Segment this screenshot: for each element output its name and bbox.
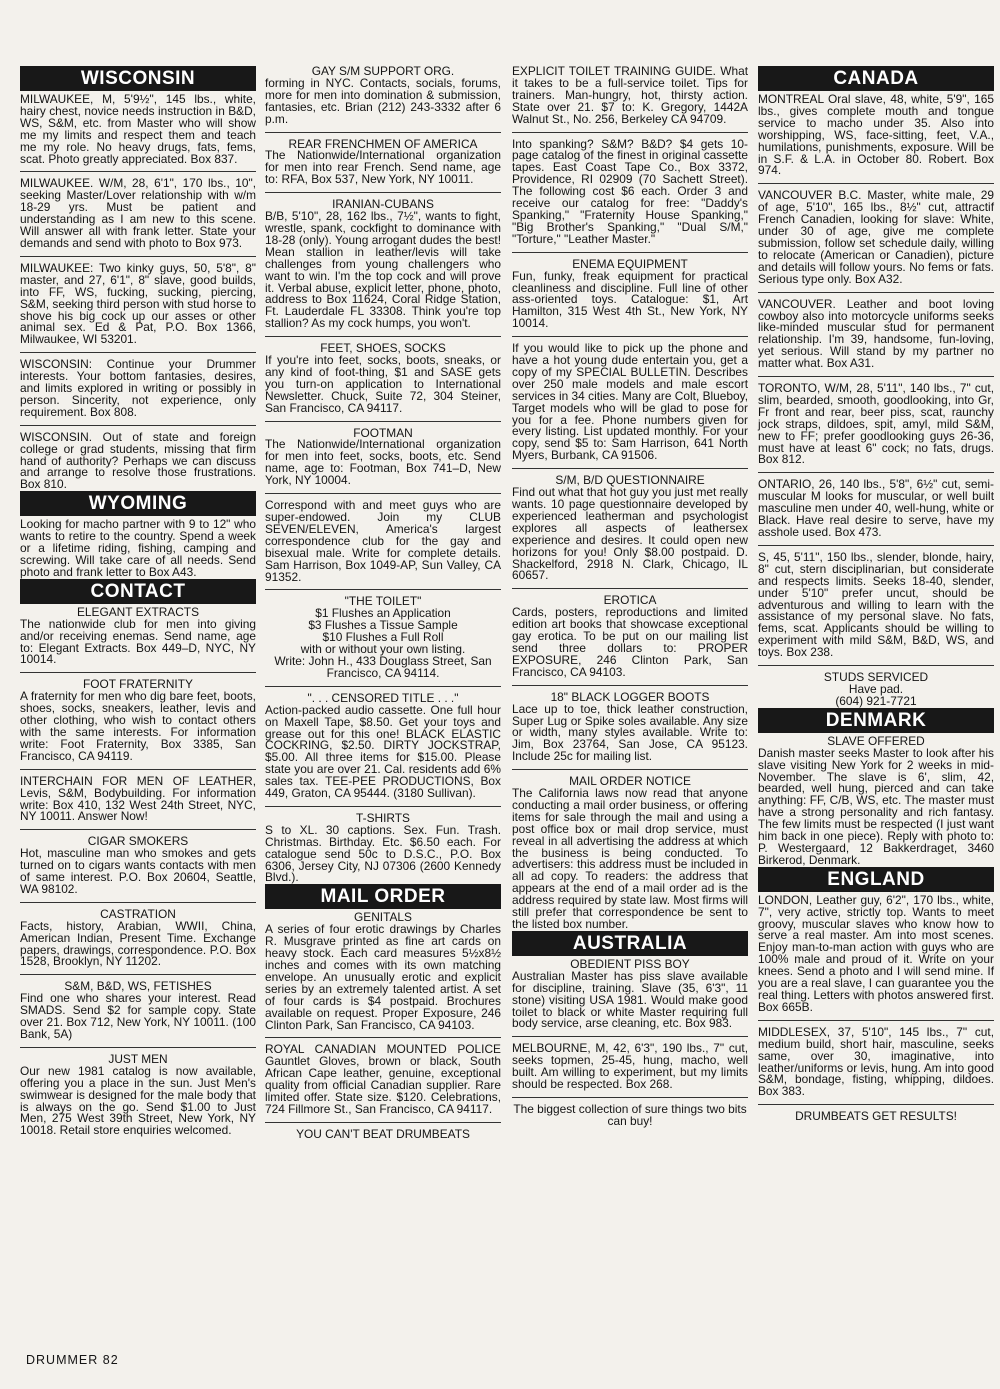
ad-divider <box>20 672 256 673</box>
ad-divider <box>758 1104 994 1105</box>
ad-title: ENEMA EQUIPMENT <box>572 256 688 271</box>
ad-divider <box>758 472 994 473</box>
ad-title: T-SHIRTS <box>356 810 410 825</box>
ad-body: MIDDLESEX, 37, 5'10", 145 lbs., 7" cut, medium build, short hair, masculine, seeks same, over 30, imaginative, into leather/uniforms or levis, hung. Am into good S&M, bondage, fisting, whipping, dildoes. Box 383. <box>758 1024 994 1099</box>
ad-body: MONTREAL Oral slave, 48, white, 5'9", 165 lbs., gives complete mouth and tongue service to macho under 35. Also into worshipping, WS, face-sitting, feet, V.A., humilations, punishments, exposure. Will be in S.F. & L.A. in October 80. Robert. Box 974. <box>758 92 994 178</box>
ad-divider <box>512 252 748 253</box>
ad-title: JUST MEN <box>108 1051 168 1066</box>
classified-ad <box>758 672 994 708</box>
ad-body: Looking for macho partner with 9 to 12" who wants to retire to the country. Spend a week or a lifetime riding, fishing, camping and screwing. Will take care of all needs. Send photo and frank letter to Box A43. <box>20 517 256 579</box>
ad-title: EROTICA <box>603 593 657 608</box>
ad-title: GAY S/M SUPPORT ORG. <box>311 64 455 78</box>
ad-body: Find one who shares your interest. Read SMADS. Send $2 for sample copy. State over 21. Box 712, New York, NY 10011. (100 Bank, 5A) <box>20 991 256 1041</box>
ad-body: S to XL. 30 captions. Sex. Fun. Trash. Christmas. Birthday. Etc. $6.50 each. For catalogue send 50c to D.S.C., P.O. Box 6306, Jersey City, NJ 07306 (2600 Kennedy Blvd.). <box>265 822 501 885</box>
classified-ad <box>20 359 256 419</box>
ad-divider <box>265 192 501 193</box>
ad-body: The California laws now read that anyone conducting a mail order business, or offering items for sale through the mail and using a post office box or mail drop service, must reveal in all advertising the address at which the business is being conducted. To advertisers: this address must be included in all ad copy. To readers: the address that appears at the end of a mail order ad is the address required by state law. Most firms will still prefer that correspondence be sent to the listed box number. <box>512 786 748 931</box>
ad-title: REAR FRENCHMEN OF AMERICA <box>288 136 478 151</box>
classified-ad <box>512 776 748 931</box>
column-2 <box>265 66 501 1141</box>
ad-body: A fraternity for men who dig bare feet, boots, shoes, socks, sneakers, leather, levis and other clothing, who wish to contact others with the same interests. For information write: Foot Fraternity, Box 3385, San Francisco, CA 94119. <box>20 689 256 763</box>
classified-ad <box>265 425 501 488</box>
classified-ad <box>512 595 748 678</box>
ad-divider <box>512 468 748 469</box>
classified-ad <box>265 500 501 583</box>
classified-ad <box>758 549 994 660</box>
ad-divider <box>512 336 748 337</box>
classified-ad <box>20 178 256 249</box>
classified-ad <box>265 199 501 330</box>
ad-body: Fun, funky, freak equipment for practical cleanliness and discipline. Full line of other ass-oriented toys. Catalogue: $1, Art Hamilton, 315 West 4th St., New York, NY 10014. <box>512 268 748 331</box>
ad-title: ". . . CENSORED TITLE . . ." <box>307 690 459 705</box>
classified-ad <box>265 343 501 414</box>
ad-body: Have pad. (604) 921-7721 <box>835 681 917 708</box>
ad-body: The Nationwide/International organization for men into feet, socks, boots, etc. Send name, age to: Footman, Box 741–D, New York, NY 10004. <box>265 437 501 488</box>
ad-body: Hot, masculine man who smokes and gets turned on to cigars wants contacts with men of same interest. P.O. Box 20604, Seattle, WA 98102. <box>20 846 256 896</box>
section-header: ENGLAND <box>758 867 994 892</box>
ad-body: MILWAUKEE. W/M, 28, 6'1", 170 lbs., 10", seeking Master/Lover relationship with w/m 18-29 yrs. Must be patient and understanding as I am new to this scene. Will answer all with frank letter. State your demands and send with photo to Box 973. <box>20 176 256 250</box>
ad-divider <box>20 1047 256 1048</box>
section-header: MAIL ORDER <box>265 884 501 909</box>
ad-divider <box>512 132 748 133</box>
classified-ad <box>20 906 256 969</box>
ad-title: MAIL ORDER NOTICE <box>569 774 691 789</box>
ad-divider <box>265 686 501 687</box>
classified-ad <box>20 429 256 492</box>
column-tagline <box>265 1126 501 1141</box>
ad-title: ELEGANT EXTRACTS <box>76 604 200 619</box>
ad-title: FOOTMAN <box>353 425 413 440</box>
classified-ad <box>265 66 501 126</box>
ad-body: MILWAUKEE, M, 5'9½", 145 lbs., white, hairy chest, novice needs instruction in B&D, WS, S&M, etc. from Master who will show me my limits and respect them and teach me my role. No heavy drugs, fats, fems, scat. Photo greatly appreciated. Box 837. <box>20 92 256 166</box>
ad-divider <box>20 171 256 172</box>
classified-ad <box>758 892 994 1014</box>
ad-divider <box>265 1037 501 1038</box>
ad-body: Lace up to toe, thick leather construction, Super Lug or Spike soles available. Any size or width, many styles available. Write to: Jim, Box 23764, San Jose, CA 95123. Include 25c for mailing list. <box>512 701 748 764</box>
ad-body: Action-packed audio cassette. One full hour on Maxell Tape, $8.50. Get your toys and grease out for this one! BLACK ELASTIC COCKRING, $2.50. DIRTY JOCKSTRAP, $5.00. All three items for $15.00. Please state you are over 21. Cal. residents add 6% sales tax. TEE-PEE PRODUCTIONS, Box 449, Graton, CA 95444. (3180 Sullivan). <box>265 702 501 801</box>
ad-body: If you're into feet, socks, boots, sneaks, or any kind of foot-thing, $1 and SASE gets you turn-on application to International Newsletter. Chuck, Suite 72, 304 Steiner, San Francisco, CA 94117. <box>265 353 501 415</box>
ad-body: Our new 1981 catalog is now available, offering you a place in the sun. Just Men's swimwear is designed for the male body that is always on the go. Send $1.00 to Just Men, 275 West 39th Street, New York, NY 10018. Retail store enquiries welcomed. <box>20 1063 256 1138</box>
classified-ad <box>265 136 501 187</box>
ad-divider <box>758 183 994 184</box>
column-4 <box>758 66 994 1123</box>
ad-title: OBEDIENT PISS BOY <box>570 956 690 971</box>
ad-divider <box>512 1036 748 1037</box>
ad-body: Find out what that hot guy you just met really wants. 10 page questionnaire developed by experienced leatherman and psychologist explores all aspects of leathersex experience and desires. It could open new horizons for you! Only $8.00 postpaid. D. Shackelford, 2918 N. Clark, Chicago, IL 60657. <box>512 485 748 583</box>
ad-body: INTERCHAIN FOR MEN OF LEATHER, Levis, S&M, Bodybuilding. For information write: Box 410, 132 West 24th Street, NYC, NY 10011. Answer Now! <box>20 773 256 824</box>
ad-title: S&M, B&D, WS, FETISHES <box>64 979 212 994</box>
section-header: WISCONSIN <box>20 66 256 91</box>
ad-divider <box>512 1097 748 1098</box>
classified-ad <box>20 773 256 824</box>
classified-ad <box>265 596 501 679</box>
ad-body: VANCOUVER. Leather and boot loving cowboy also into motorcycle uniforms seeks like-minded muscular stud for permanent relationship. I'm 39, handsome, fun-loving, yet serious. Will stand by my partner no matter what. Box A31. <box>758 296 994 371</box>
ad-divider <box>20 256 256 257</box>
ad-divider <box>265 806 501 807</box>
classified-ad <box>20 836 256 896</box>
ad-body: forming in NYC. Contacts, socials, forums, more for men into domination & submission, fantasies, etc. Brian (212) 243-3332 after 6 p.m. <box>265 75 501 126</box>
ad-divider <box>265 421 501 422</box>
column-tagline <box>758 1111 994 1123</box>
ad-body: Into spanking? S&M? B&D? $4 gets 10-page catalog of the finest in original cassette tapes. East Coast Tape Co., Box 3372, Providence, RI 02909 (70 Sachett Street). The following cost $6 each. Order 3 and receive our catalog for free: "Daddy's Spanking," "Fraternity House Spanking," "Big Brother's Spanking," "Dual S/M," "Torture," "Leather Master." <box>512 136 748 246</box>
ad-divider <box>20 425 256 426</box>
ad-body: The Nationwide/International organization for men into rear French. Send name, age to: RFA, Box 537, New York, NY 10011. <box>265 148 501 187</box>
ad-body: LONDON, Leather guy, 6'2", 170 lbs., white, 7", very active, strictly top. Wants to meet groovy, muscular slaves who know how to serve a real master. Am into most scenes. Enjoy man-to-man action with guys who are 100% male and proud of it. Write on your knees. Send a photo and I will send mine. If you are a real slave, I can guarantee you the real thing. Letters with photos answered first. Box 665B. <box>758 892 994 1014</box>
ad-divider <box>265 493 501 494</box>
ad-title: GENITALS <box>354 910 412 925</box>
ad-title: FOOT FRATERNITY <box>83 677 193 692</box>
ad-title: CASTRATION <box>100 906 176 921</box>
ad-body: EXPLICIT TOILET TRAINING GUIDE. What it takes to be a full-service toilet. Tips for trainers. Man-hungry, hot, thirsty action. State over 21. $7 to: K. Gregory, 1442A Walnut St., No. 256, Berkeley CA 94709. <box>512 64 748 126</box>
ad-divider <box>20 352 256 353</box>
classified-ad <box>20 519 256 579</box>
ad-body: WISCONSIN. Out of state and foreign college or grad students, missing that firm hand of authority? Perhaps we can discuss and arrange to resolve those frustrations. Box 810. <box>20 429 256 492</box>
ad-body: MELBOURNE, M, 42, 6'3", 190 lbs., 7" cut, seeks topmen, 25-45, hung, macho, well built. Am willing to experiment, but my limits should be respected. Box 268. <box>512 1041 748 1092</box>
classified-ad <box>20 260 256 347</box>
ad-body: YOU CAN'T BEAT DRUMBEATS <box>296 1126 470 1141</box>
classified-ad <box>20 94 256 165</box>
ad-title: STUDS SERVICED <box>823 670 929 685</box>
page-footer: DRUMMER 82 <box>26 1353 119 1367</box>
ad-divider <box>20 974 256 975</box>
ad-title: SLAVE OFFERED <box>827 733 925 748</box>
section-header: WYOMING <box>20 491 256 516</box>
ad-body: ONTARIO, 26, 140 lbs., 5'8", 6½" cut, semi-muscular M looks for muscular, or well built masculine men under 40, well-hung, white or Black. Have real desire to serve, have my asshole used. Box 473. <box>758 477 994 539</box>
ad-divider <box>758 545 994 546</box>
ad-body: Cards, posters, reproductions and limited edition art books that showcase exceptional gay erotica. To be put on our mailing list send three dollars to: PROPER EXPOSURE, 246 Clinton Park, San Francisco, CA 94103. <box>512 605 748 679</box>
ad-divider <box>265 589 501 590</box>
column-1 <box>20 66 256 1137</box>
ad-divider <box>20 769 256 770</box>
ad-title: FEET, SHOES, SOCKS <box>320 341 446 356</box>
ad-body: The nationwide club for men into giving and/or receiving enemas. Send name, age to: Elegant Extracts. Box 449–D, NYC, NY 10014. <box>20 616 256 667</box>
classified-ad <box>758 190 994 285</box>
classified-ad <box>265 810 501 885</box>
ad-divider <box>758 376 994 377</box>
ad-body: VANCOUVER B.C. Master, white male, 29 of age, 5'10", 165 lbs., 8½" cut, attractif French Canadien, looking for slave: White, under 30 of age, give me complete submission, follow set schedule daily, willing to relocate (American or Canadien), picture and details will follow yours. No fems or fats. Serious type only. Box A32. <box>758 188 994 286</box>
classified-ad <box>512 66 748 126</box>
classified-ad <box>512 689 748 764</box>
classified-ad <box>265 690 501 801</box>
ad-divider <box>20 902 256 903</box>
classified-ad <box>512 956 748 1031</box>
classified-ad <box>758 1024 994 1099</box>
classified-ad <box>20 679 256 762</box>
ad-divider <box>512 769 748 770</box>
ad-divider <box>265 132 501 133</box>
classified-ad <box>758 383 994 466</box>
column-3 <box>512 66 748 1128</box>
ad-divider <box>512 588 748 589</box>
classified-ad <box>758 296 994 371</box>
ad-divider <box>512 685 748 686</box>
classified-ad <box>512 475 748 582</box>
ad-title: "THE TOILET" <box>344 594 422 609</box>
classified-ad <box>512 1043 748 1091</box>
column-tagline <box>512 1101 748 1128</box>
ad-body: If you would like to pick up the phone and have a hot young dude entertain you, get a copy of my SPECIAL BULLETIN. Describes over 250 male models and male escort services in 34 cities. Many are Colt, Blueboy, Target models who will be glad to pose for you for a fee. Phone numbers given for every listing. List updated monthly. For your copy, send $5 to: Sam Harrison, 641 North Myers, Burbank, CA 91506. <box>512 341 748 463</box>
classified-ad <box>512 343 748 462</box>
section-header: DENMARK <box>758 708 994 733</box>
ad-body: A series of four erotic drawings by Charles R. Musgrave printed as fine art cards on heavy stock. Each card measures 5½x8½ inches and comes with its own matching envelope. An unusually erotic and explicit series by an extremely talented artist. A set of four cards is $4 postpaid. Brochures available on request. Proper Exposure, 246 Clinton Park, San Francisco, CA 94103. <box>265 922 501 1032</box>
ad-body: ROYAL CANADIAN MOUNTED POLICE Gauntlet Gloves, brown or black, South African Cape leather, genuine, exceptional quality from official Canadian supplier. Rare limited offer. State size. $120. Celebrations, 724 Fillmore St., San Francisco, CA 94117. <box>265 1042 501 1116</box>
ad-body: Correspond with and meet guys who are super-endowed. Join my CLUB SEVEN/ELEVEN, America's largest correspondence club for the gay and bisexual male. Write for complete details. Sam Harrison, Box 1049-AP, Sun Valley, CA 91352. <box>265 498 501 584</box>
ad-body: DRUMBEATS GET RESULTS! <box>795 1109 957 1124</box>
classified-ad <box>512 136 748 246</box>
ad-body: The biggest collection of sure things two bits can buy! <box>513 1101 747 1128</box>
ad-divider <box>20 829 256 830</box>
classified-ad <box>265 1044 501 1115</box>
classified-ad <box>20 604 256 667</box>
section-header: CANADA <box>758 66 994 91</box>
classified-ad <box>512 256 748 331</box>
ad-title: S/M, B/D QUESTIONNAIRE <box>555 473 705 488</box>
ad-body: $1 Flushes an Application $3 Flushes a Tissue Sample $10 Flushes a Full Roll with or without your own listing. Write: John H., 433 Douglass Street, San Francisco, CA 94114. <box>274 606 492 680</box>
ad-body: B/B, 5'10", 28, 162 lbs., 7½", wants to fight, wrestle, spank, cockfight to dominance with 18-28 (only). Young arrogant dudes the best! Mean stallion in leather/levis will take challenges from young challengers who want to win. I'm the top cock and will prove it. Verbal abuse, explicit letter, phone, photo, address to Box 11624, Coral Ridge Station, Ft. Lauderdale FL 33308. Think you're top stallion? As my cock humps, you won't. <box>265 209 501 331</box>
ad-divider <box>758 665 994 666</box>
classified-ad <box>265 912 501 1031</box>
ad-body: MILWAUKEE: Two kinky guys, 50, 5'8", 8" master, and 27, 6'1", 8" slave, good builds, into FF, WS, fucking, sucking, piercing, S&M, seeking third person with stud horse to shove his big cock up our asses or other animal sex. Ed & Pat, P.O. Box 1366, Milwaukee, WI 53201. <box>20 260 256 347</box>
ad-body: TORONTO, W/M, 28, 5'11", 140 lbs., 7" cut, slim, bearded, smooth, goodlooking, into Gr, Fr front and rear, beer piss, scat, raunchy jock straps, dildoes, spit, amyl, mild S&M, new to FF; prefer goodlooking guys 26-36, must have at least 6" cock; no fats, drugs. Box 812. <box>758 381 994 467</box>
ad-divider <box>758 1020 994 1021</box>
ad-title: CIGAR SMOKERS <box>87 834 189 849</box>
ad-divider <box>758 292 994 293</box>
ad-body: S, 45, 5'11", 150 lbs., slender, blonde, hairy, 8" cut, stern disciplinarian, but considerate and respects limits. Seeks 18-40, slender, under 5'10" prefer uncut, should be adventurous and willing to learn with the assistance of my personal slave. No fats, fems, scat. Applicants should be willing to experiment with mild S&M, B&D, WS, and toys. Box 238. <box>758 549 994 660</box>
ad-body: WISCONSIN: Continue your Drummer interests. Your bottom fantasies, desires, and limits explored in writing or possibly in person. Sincerity, not experience, only requirement. Box 808. <box>20 357 256 419</box>
ad-body: Facts, history, Arabian, WWII, China, American Indian, Present Time. Exchange papers, drawings, correspondence. P.O. Box 1528, Brooklyn, NY 11202. <box>20 918 256 969</box>
classified-ad <box>758 479 994 539</box>
ad-title: IRANIAN-CUBANS <box>332 197 434 212</box>
ad-divider <box>265 336 501 337</box>
classified-ad <box>758 733 994 867</box>
ad-body: Australian Master has piss slave available for discipline, training. Slave (35, 6'3", 11 stone) visiting USA 1981. Would make good toilet to black or white Master requiring full body service, arse cleaning, etc. Box 983. <box>512 968 748 1031</box>
section-header: CONTACT <box>20 579 256 604</box>
ad-divider <box>265 1122 501 1123</box>
ad-body: Danish master seeks Master to look after his slave visiting New York for 2 weeks in mid-November. The slave is 6', slim, 42, bearded, well hung, pierced and can take anything: FF, C/B, WS, etc. The master must have a strong personality and rich fantasy. The few limits must be respected (I just want him back in one piece). Reply with photo to: P. Westergaard, 12 Bakkerdraget, 3460 Birkerod, Denmark. <box>758 745 994 867</box>
section-header: AUSTRALIA <box>512 931 748 956</box>
ad-title: 18" BLACK LOGGER BOOTS <box>550 689 710 704</box>
classified-ad <box>20 1051 256 1138</box>
classified-ad <box>758 94 994 177</box>
classified-ad <box>20 981 256 1041</box>
